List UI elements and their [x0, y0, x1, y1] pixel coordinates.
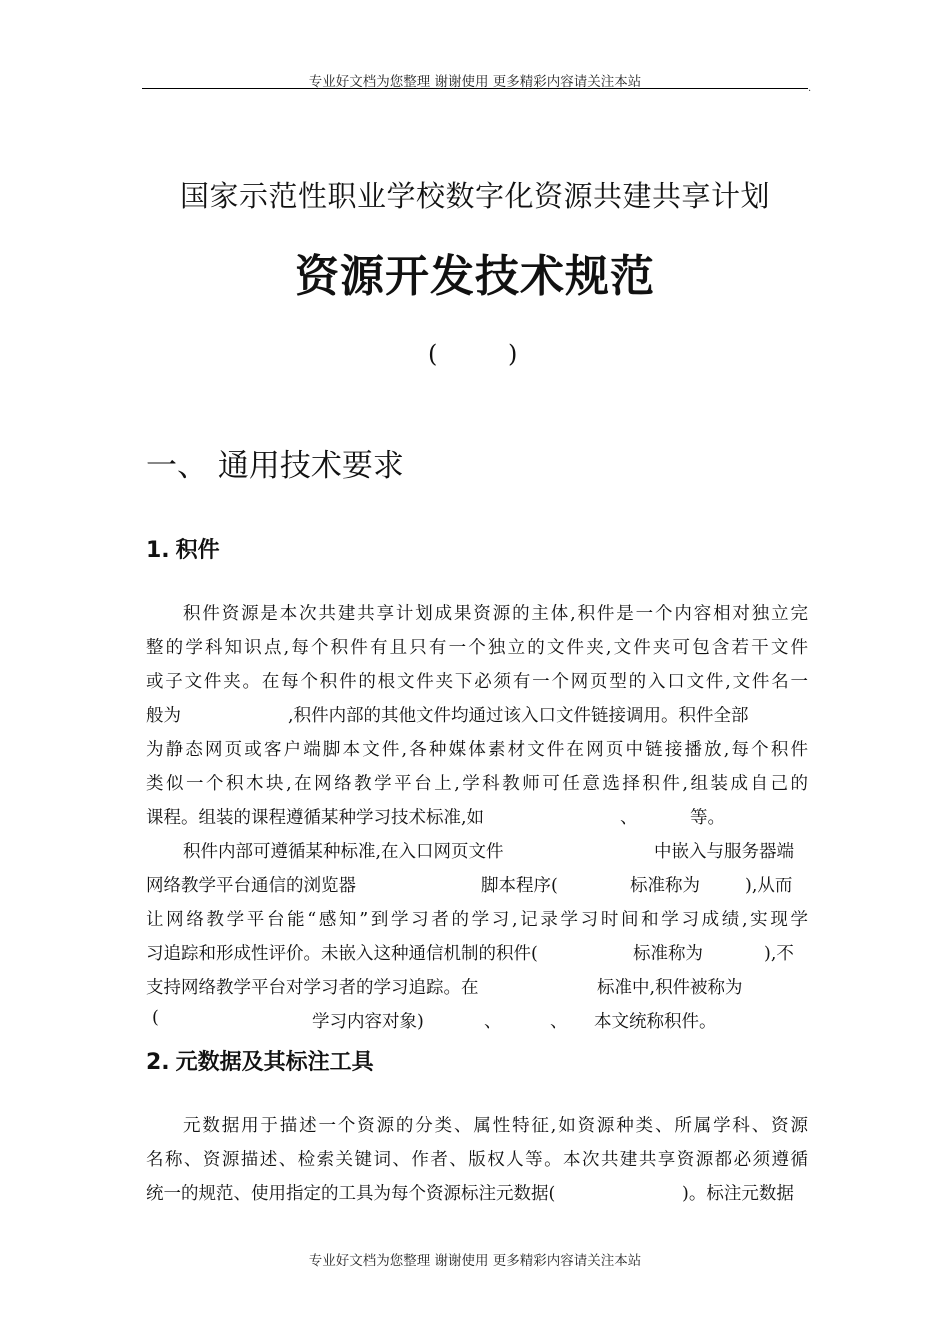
paragraph-line: 为静态网页或客户端脚本文件,各种媒体素材文件在网页中链接播放,每个积件	[146, 740, 808, 760]
paragraph-line: 中嵌入与服务器端	[654, 842, 794, 862]
paragraph-line: 课程。组装的课程遵循某种学习技术标准,如	[146, 808, 485, 828]
document-title: 资源开发技术规范	[295, 251, 655, 302]
subsection-number: 1.	[146, 538, 170, 563]
paragraph-line: 积件资源是本次共建共享计划成果资源的主体,积件是一个内容相对独立完	[183, 604, 808, 624]
header-divider	[142, 88, 808, 89]
paragraph-line: ),不	[764, 944, 794, 964]
title-paren-open: (	[428, 340, 438, 368]
document-subtitle: 国家示范性职业学校数字化资源共建共享计划	[179, 179, 770, 213]
subsection-heading-1	[146, 533, 220, 564]
paragraph-line: 等。	[690, 808, 725, 828]
paragraph-line: 名称、资源描述、检索关键词、作者、版权人等。本次共建共享资源都必须遵循	[146, 1150, 808, 1170]
paragraph-line: 脚本程序(	[481, 876, 558, 896]
paragraph-line: 让网络教学平台能“感知”到学习者的学习,记录学习时间和学习成绩,实现学	[146, 910, 808, 930]
paragraph-line: 标准称为	[630, 876, 700, 896]
paragraph-line: 标准中,积件被称为	[597, 978, 743, 998]
paragraph-line: 、	[484, 1012, 502, 1032]
title-paren-close: )	[508, 340, 518, 368]
paragraph-line: 学习内容对象)	[312, 1012, 424, 1032]
header-dot: .	[808, 83, 812, 94]
subsection-heading-2	[146, 1045, 374, 1076]
subsection-number: 2.	[146, 1050, 170, 1075]
paragraph-line: 网络教学平台通信的浏览器	[146, 876, 356, 896]
paragraph-line: 元数据用于描述一个资源的分类、属性特征,如资源种类、所属学科、资源	[183, 1116, 808, 1136]
paragraph-line: 类似一个积木块,在网络教学平台上,学科教师可任意选择积件,组装成自己的	[146, 774, 808, 794]
paragraph-line: ,积件内部的其他文件均通过该入口文件链接调用。积件全部	[288, 706, 749, 726]
paragraph-line: 标准称为	[633, 944, 703, 964]
paragraph-line: 或子文件夹。在每个积件的根文件夹下必须有一个网页型的入口文件,文件名一	[146, 672, 808, 692]
page-footer-text: 专业好文档为您整理 谢谢使用 更多精彩内容请关注本站	[308, 1253, 642, 1269]
paragraph-line: 习追踪和形成性评价。未嵌入这种通信机制的积件(	[146, 944, 538, 964]
section-heading-1: 一、 通用技术要求	[146, 448, 404, 484]
paragraph-line: 整的学科知识点,每个积件有且只有一个独立的文件夹,文件夹可包含若干文件	[146, 638, 808, 658]
paragraph-line: ),从而	[745, 876, 793, 896]
subsection-title: 积件	[175, 538, 220, 563]
paragraph-line: 般为	[146, 706, 181, 726]
paragraph-line: 、	[550, 1012, 568, 1032]
subsection-title: 元数据及其标注工具	[175, 1050, 374, 1075]
page-header-text: 专业好文档为您整理 谢谢使用 更多精彩内容请关注本站	[308, 74, 642, 90]
paragraph-line: 支持网络教学平台对学习者的学习追踪。在	[146, 978, 479, 998]
paragraph-line: 、	[620, 808, 638, 828]
paragraph-line: 统一的规范、使用指定的工具为每个资源标注元数据(	[146, 1184, 556, 1204]
paragraph-line: 本文统称积件。	[594, 1012, 717, 1032]
paragraph-line: 积件内部可遵循某种标准,在入口网页文件	[183, 842, 504, 862]
paragraph-line: (	[152, 1008, 159, 1028]
paragraph-line: )。标注元数据	[682, 1184, 794, 1204]
